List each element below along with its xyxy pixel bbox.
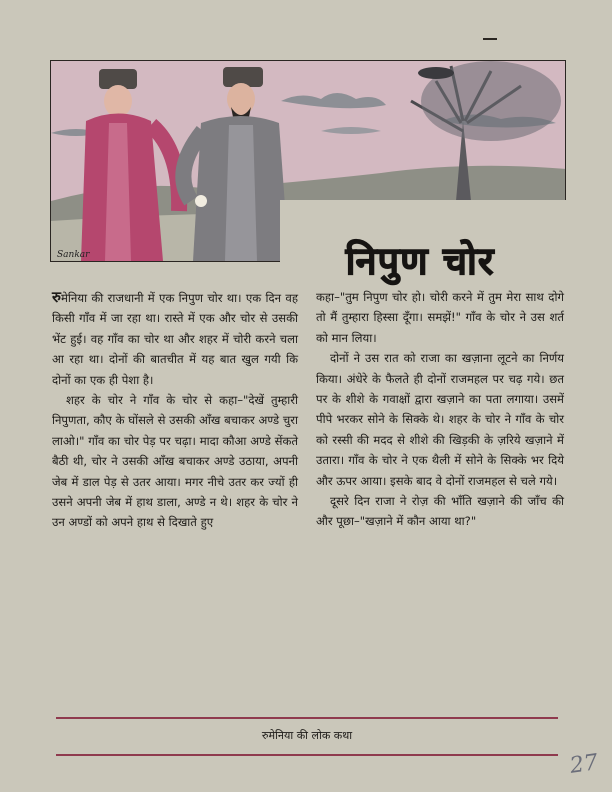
right-column [316, 287, 564, 532]
egg-icon [195, 195, 207, 207]
paragraph: शहर के चोर ने गाँव के चोर से कहा–"देखें तुम्हारी निपुणता, कौए के घोंसले से उसकी आँख बचाकर अण्डे चुरा लाओ।" गाँव का चोर पेड़ पर चढ़ा। मादा कौआ अण्डे सेंकते बैठी थी, चोर ने उसकी आँख बचाकर अण्डे उठाया, अपनी जेब में डाल पेड़ से उतर आया। मगर नीचे उतर कर ज्यों ही उसने अपनी जेब में हाथ डाला, अण्डे न थे। शहर के चोर ने उन अण्डों को अपने हाथ से दिखाते हुए [52, 393, 298, 530]
coat-front [225, 125, 257, 261]
paragraph: कहा–"तुम निपुण चोर हो। चोरी करने में तुम मेरा साथ दोगे तो मैं तुम्हारा हिस्सा दूँगा। समझें!" गाँव के चोर ने उस शर्त को मान लिया। [316, 290, 564, 345]
page-number: 27 [568, 750, 600, 779]
crow-nest-icon [418, 67, 454, 79]
footer-rule-bottom [56, 754, 558, 756]
paragraph-text: मेनिया की राजधानी में एक निपुण चोर था। एक दिन वह किसी गाँव में जा रहा था। रास्ते में एक और चोर से उसकी भेंट हुई। वह गाँव का चोर था और शहर में चोरी करने चला आ रहा था। दोनों की बातचीत में यह बात खुल गयी कि दोनों का एक ही पेशा है। [52, 291, 298, 387]
top-mark [483, 38, 497, 40]
footer-rule-top [56, 717, 558, 719]
paragraph [52, 287, 298, 390]
story-title: निपुण चोर [345, 239, 495, 284]
illustrator-signature: Sankar [57, 250, 90, 260]
paragraph: दूसरे दिन राजा ने रोज़ की भाँति खज़ाने की जाँच की और पूछा–"खज़ाने में कौन आया था?" [316, 494, 564, 529]
coat-front [105, 123, 131, 261]
paragraph: दोनों ने उस रात को राजा का खज़ाना लूटने का निर्णय किया। अंधेरे के फैलते ही दोनों राजमहल पर चढ़ गये। छत पर के शीशे के गवाक्षों द्वारा खज़ाने का पता लगाया। उसमें पीपे भरकर सोने के सिक्के थे। शहर के चोर ने गाँव के चोर को रस्सी की मदद से शीशे की खिड़की के ज़रिये खज़ाने में उतारा। गाँव के चोर ने एक थैली में सोने के सिक्के भर दिये और ऊपर आया। इसके बाद वे दोनों राजमहल से चले गये। [316, 351, 564, 488]
face-icon [227, 83, 255, 115]
footer-caption: रुमेनिया की लोक कथा [261, 729, 353, 742]
face-icon [104, 85, 132, 117]
drop-cap: रु [52, 288, 61, 306]
left-column [52, 287, 298, 533]
